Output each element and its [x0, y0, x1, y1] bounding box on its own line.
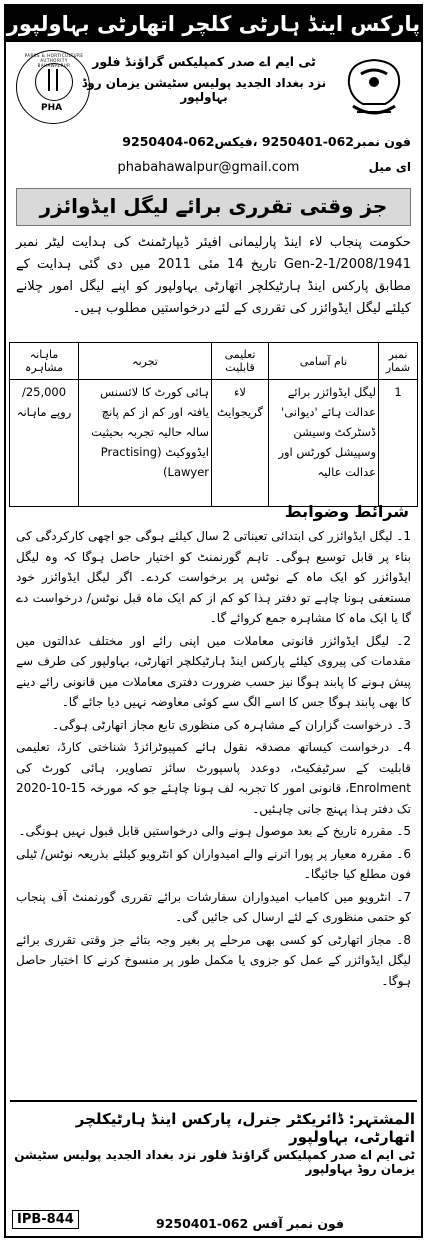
term-item: 7۔ انٹرویو میں کامیاب امیدواران سفارشات برائے تقرری گورنمنٹ آف پنجاب کو حتمی منظوری کے لئے ارسال کی جائیں گی۔	[16, 889, 411, 924]
pha-logo-ring-text: PARKS & HORTICULTURE AUTHORITY BAHAWALPUR	[24, 53, 84, 68]
terms-list	[16, 526, 411, 993]
header-experience: تجربہ	[79, 343, 212, 380]
punjab-emblem-icon	[339, 54, 409, 124]
intro-paragraph: حکومت پنجاب لاء اینڈ پارلیمانی افیئر ڈیپارٹمنٹ کی ہدایت لیٹر نمبر Gen-2-1/2008/1941 تاریخ 14 مئی 2011 میں دی گئی ہدایت کے مطابق پارکس اینڈ ہارٹیکلچر اتھارٹی بہاولپور کو اپنے لیگل امور چلانے کیلئے لیگل ایڈوائزر کی تقرری کے لئے درخواستیں مطلوب ہیں۔	[16, 235, 411, 316]
posts-table	[9, 342, 418, 507]
term-item: 8۔ مجاز اتھارٹی کو کسی بھی مرحلے پر بغیر وجہ بتائے جز وقتی تقرری برائے لیگل ایڈوائزر کے عمل کو جزوی یا مکمل طور پر منسوخ کرنے کا اختیار حاصل ہوگا۔	[16, 932, 411, 988]
cell-post: لیگل ایڈوائزر برائے عدالت ہائے 'دیوانی' ڈسٹرکٹ وسیشن وسپیشل کورٹس اور عدالت عالیہ	[269, 380, 379, 507]
cell-number: 1	[379, 380, 418, 507]
cell-experience: ہائی کورٹ کا لائسنس یافتہ اور کم از کم پانچ سالہ حالیہ تجربہ بحیثیت ایڈووکیٹ (Practising Lawyer)	[79, 380, 212, 507]
terms-heading: شرائط وضوابط	[285, 502, 409, 521]
term-item: 6۔ مقررہ معیار پر پورا اترنے والے امیدواران کو انٹرویو کیلئے بذریعہ نوٹس/ ٹیلی فون مطلع کیا جائیگا۔	[16, 846, 411, 881]
pha-logo-text: PHA	[41, 103, 63, 113]
header-education: تعلیمی قابلیت	[212, 343, 269, 380]
header-post: نام آسامی	[269, 343, 379, 380]
term-item: 4۔ درخواست کیساتھ مصدقہ نقول ہائے کمپیوٹرائزڈ شناختی کارڈ، تعلیمی قابلیت کے سرٹیفکیٹ، دوعدد پاسپورٹ سائز تصاویر، ہائی کورٹ کی Enrolment، قانونی امور کا تجربہ لف ہونا چاہئے جو کہ مورخہ 15-10-2020 تک دفتر ہذا پہنچ جانی چاہئیں۔	[16, 740, 411, 816]
header-number: نمبر شمار	[379, 343, 418, 380]
advertisement-page	[4, 4, 423, 1238]
footer-address: ٹی ایم اے صدر کمپلیکس گراؤنڈ فلور نزد بغداد الجدید پولیس سٹیشن یزمان روڈ بہاولپور	[14, 1148, 415, 1176]
cell-salary: 25,000/ روپے ماہانہ	[10, 380, 79, 507]
header-title: پارکس اینڈ ہارٹی کلچر اتھارٹی بہاولپور	[6, 6, 421, 42]
address-line-2: نزد بغداد الجدید پولیس سٹیشن یزمان روڈ بہاولپور	[81, 76, 327, 104]
email-address[interactable]: phabahawalpur@gmail.com	[117, 160, 300, 175]
table-header-row	[10, 343, 418, 380]
cell-education: لاء گریجوایٹ	[212, 380, 269, 507]
tree-icon	[48, 69, 58, 91]
contact-phone: فون نمبر062-9250401 ،فیکس062-9250404	[122, 134, 411, 149]
punjab-government-logo	[339, 54, 409, 124]
term-item: 2۔ لیگل ایڈوائزر قانونی معاملات میں اپنی رائے اور مختلف عدالتوں میں مقدمات کی پیروی کیلئے پارکس اینڈ ہارٹیکلچر اتھارٹی، بہاولپور کی طرف سے پیش ہونے کا پابند ہوگا نیز حسب ضرورت دفتری معاملات میں قانونی رائے دینے کا بھی پابند ہوگا جس کا اسے الگ سے کوئی معاوضہ نہیں دیا جائے گا۔	[16, 633, 411, 709]
term-item: 3۔ درخواست گزاران کے مشاہرہ کی منظوری تابع مجاز اتھارٹی ہوگی۔	[52, 717, 411, 732]
header-salary: ماہانہ مشاہرہ	[10, 343, 79, 380]
term-item: 5۔ مقررہ تاریخ کے بعد موصول ہونے والی درخواستیں قابل قبول نہیں ہونگی۔	[18, 824, 411, 838]
address-line-1: ٹی ایم اے صدر کمپلیکس گراؤنڈ فلور	[92, 54, 316, 69]
table-row	[10, 380, 418, 507]
footer-advertiser: المشتہر: ڈائریکٹر جنرل، پارکس اینڈ ہارٹیکلچر اتھارٹی، بہاولپور	[75, 1110, 415, 1146]
position-banner: جز وقتی تقرری برائے لیگل ایڈوائزر	[16, 188, 411, 226]
email-label: ای میل	[368, 160, 411, 174]
ipb-number-badge: IPB-844	[12, 1210, 79, 1229]
term-item: 1۔ لیگل ایڈوائزر کی ابتدائی تعیناتی 2 سال کیلئے ہوگی جو اچھی کارکردگی کی بناء پر قابل توسیع ہوگی۔ تاہم گورنمنٹ کو اختیار حاصل ہوگا کہ وہ لیگل ایڈوائزر کو ایک ماہ کے نوٹس پر برخواست کردے۔ اگر لیگل ایڈوائزر خود مستعفی ہونا چاہے تو دفتر ہذا کو کم از کم ایک ماہ قبل نوٹس/ درخواست دے گا یا ایک ماہ کا مشاہرہ جمع کروائے گا۔	[16, 529, 411, 625]
footer-phone: فون نمبر آفس 062-9250401	[156, 1216, 345, 1231]
